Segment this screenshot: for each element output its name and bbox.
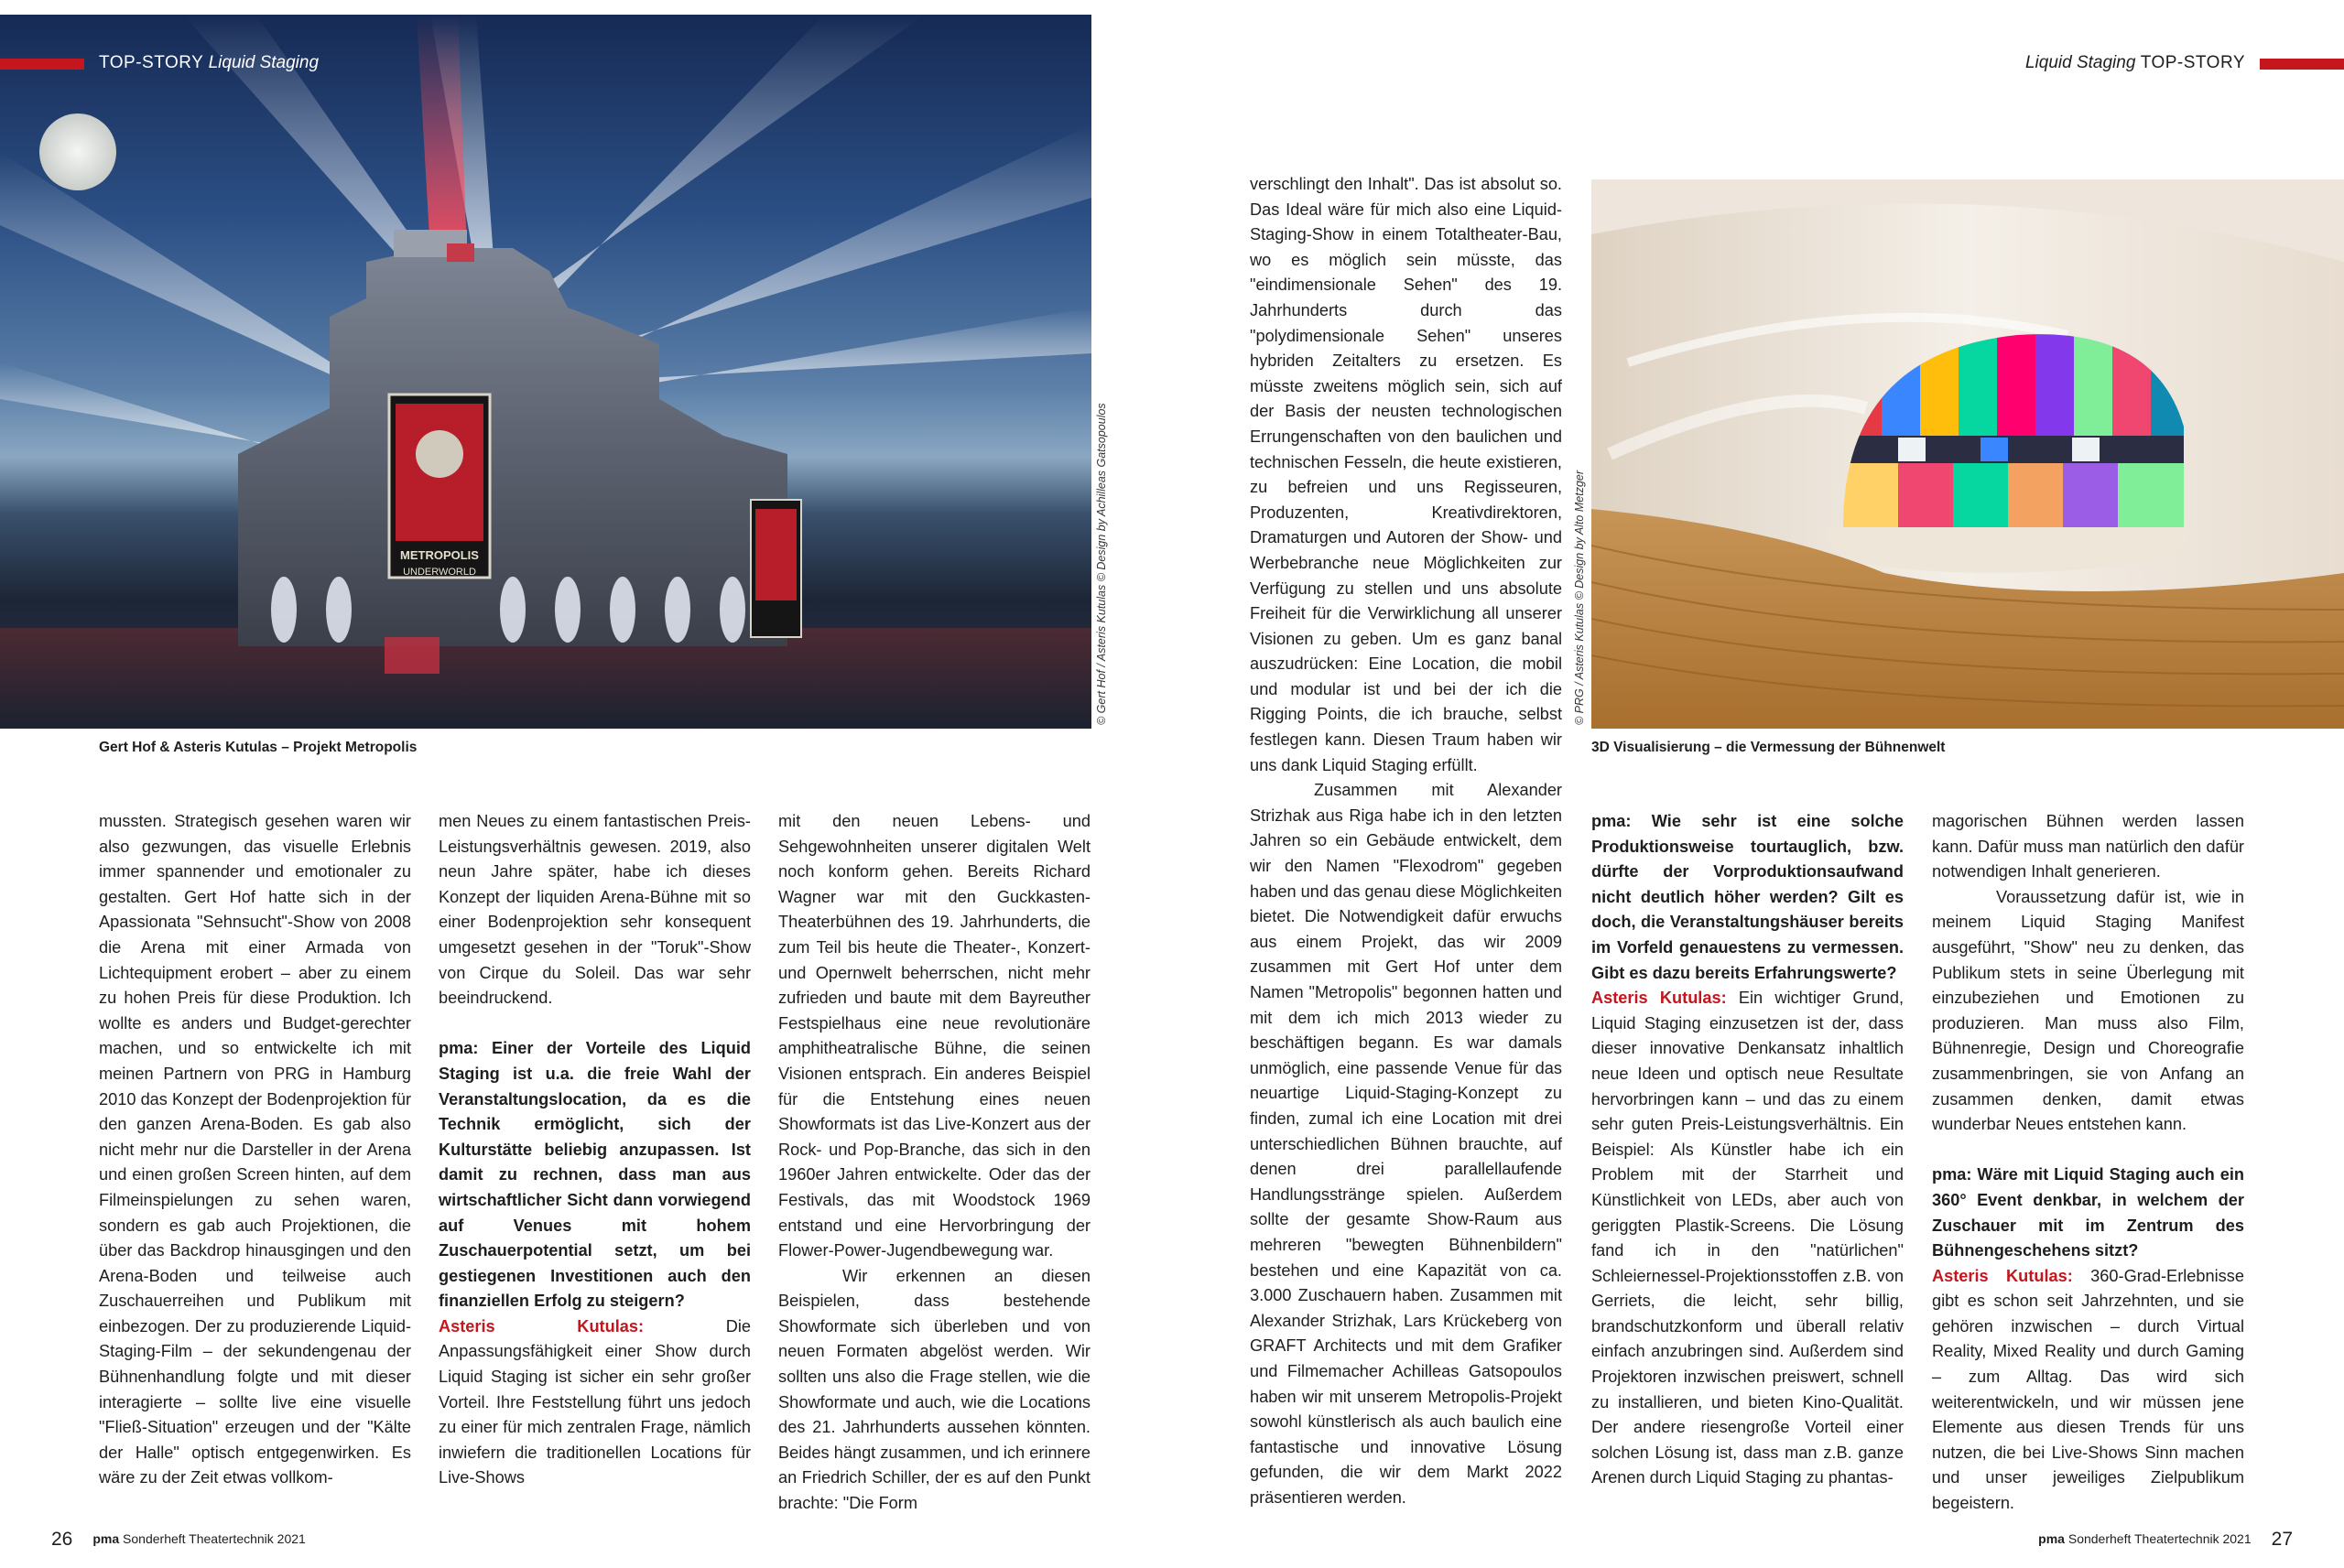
header-category: TOP-STORY — [2140, 53, 2245, 72]
interview-answer — [439, 1314, 751, 1491]
answer-text: Die Anpassungsfähigkeit einer Show durch Liquid Staging ist sicher ein sehr großer Vorteil. Ihre Feststellung führt uns jedoch zu einer für mich zentralen Frage, nämlich inwiefern die traditionellen Locations für Live-Shows — [439, 1316, 751, 1487]
footer-issue: Sonderheft Theatertechnik 2021 — [2067, 1531, 2252, 1546]
paragraph: men Neues zu einem fantastischen Preis-Leistungsverhältnis gewesen. 2019, also neun Jahre später, habe ich dieses Konzept der liquiden Arena-Bühne mit so einer Bodenprojektion sehr konsequent umgesetzt gesehen in der "Toruk"-Show von Cirque du Soleil. Das war sehr beeindruckend. — [439, 812, 751, 1008]
text-column-3 — [778, 809, 1091, 1517]
paragraph: Zusammen mit Alexander Strizhak aus Riga habe ich in den letzten Jahren so ein Gebäude entwickelt, dem wir den Namen "Flexodrom" gegeben haben und das genau diese Möglichkeiten bietet. Die Notwendigkeit dafür erwuchs aus einem Projekt, das wir 2009 zusammen mit Gert Hof unter dem Namen "Metropolis" begonnen hatten und mit dem ich mich 2013 wieder zu beschäftigen begann. Es war damals unmöglich, eine passende Venue für das neuartige Liquid-Staging-Konzept zu finden, zumal ich eine Location mit drei unterschiedlichen Bühnen brauchte, auf denen drei parallellaufende Handlungsstränge spielen. Außerdem sollte der gesamte Show-Raum aus mehreren "bewegten Bühnenbildern" bestehen und eine Kapazität von ca. 3.000 Zuschauern haben. Zusammen mit Alexander Strizhak, Lars Krückeberg von GRAFT Architects und mit dem Grafiker und Filmemacher Achilleas Gatsopoulos haben wir mit unserem Metropolis-Projekt sowohl künstlerisch als auch baulich eine fantastische und innovative Lösung gefunden, die wir dem Markt 2022 präsentieren werden. — [1250, 781, 1562, 1507]
text-column-6 — [1932, 809, 2244, 1517]
image-caption-right: 3D Visualisierung – die Vermessung der Bühnenwelt — [1591, 740, 1946, 755]
header-left — [99, 53, 319, 73]
image-caption-left: Gert Hof & Asteris Kutulas – Projekt Metropolis — [99, 740, 418, 755]
paragraph: magorischen Bühnen werden lassen kann. Dafür muss man natürlich den dafür notwendigen Inhalt generieren. — [1932, 812, 2244, 881]
visualisation-image — [1591, 179, 2344, 729]
text-column-5 — [1591, 809, 1904, 1491]
footer-right — [2038, 1529, 2293, 1551]
header-category: TOP-STORY — [99, 53, 204, 72]
metropolis-image — [0, 15, 1091, 729]
metropolis-illustration — [0, 15, 1091, 729]
answer-text: 360-Grad-Erlebnisse gibt es schon seit Jahrzehnten, und sie gehören inzwischen – durch Virtual Reality, Mixed Reality und durch Gaming – zum Alltag. Das wird sich weiterentwickeln, und wir müssen jene Elemente aus diesen Trends für uns nutzen, die bei Live-Shows Sinn machen und unser jeweiliges Zielpublikum begeistern. — [1932, 1266, 2244, 1513]
footer-brand: pma — [92, 1531, 120, 1546]
interview-question: pma: Wie sehr ist eine solche Produktionsweise tourtauglich, bzw. dürfte der Vorproduktionsaufwand nicht deutlich höher werden? Gilt es doch, die Veranstaltungshäuser bereits im Vorfeld genauestens zu vermessen. Gibt es dazu bereits Erfahrungswerte? — [1591, 812, 1904, 982]
header-topic: Liquid Staging — [208, 53, 320, 72]
paragraph: mit den neuen Lebens- und Sehgewohnheiten unserer digitalen Welt noch konform gehen. Bereits Richard Wagner war mit den Guckkasten-Theaterbühnen des 19. Jahrhunderts, die zum Teil bis heute die Theater-, Konzert- und Opernwelt beherrschen, nicht mehr zufrieden und baute mit dem Bayreuther Festspielhaus eine neue revolutionäre amphitheatralische Bühne, die seinen Visionen entsprach. Ein anderes Beispiel für die Entstehung eines neuen Showformats ist das Live-Konzert aus der Rock- und Pop-Branche, das sich in den 1960er Jahren entwickelte. Oder das der Festivals, das mit Woodstock 1969 entstand und eine Hervorbringung der Flower-Power-Jugendbewegung war. — [778, 812, 1091, 1260]
interview-answer — [1591, 986, 1904, 1491]
header-topic: Liquid Staging — [2024, 53, 2136, 72]
text-column-4 — [1250, 172, 1562, 1510]
text-column-2 — [439, 809, 751, 1491]
interview-question: pma: Wäre mit Liquid Staging auch ein 360° Event denkbar, in welchem der Zuschauer mit im Zentrum des Bühnengeschehens sitzt? — [1932, 1165, 2244, 1260]
paragraph: verschlingt den Inhalt". Das ist absolut so. Das Ideal wäre für mich also eine Liquid-Staging-Show in einem Totaltheater-Bau, wo es möglich sein müsste, das "eindimensionale Sehen" des 19. Jahrhunderts durch das "polydimensionale Sehen" unseres hybriden Zeitalters zu ersetzen. Es müsste zweitens möglich sein, sich auf der Basis der neusten technologischen Errungenschaften von den baulichen und technischen Fesseln, die heute existieren, zu befreien und uns Regisseuren, Produzenten, Kreativdirektoren, Dramaturgen und Autoren der Show- und Werbebranche neue Möglichkeiten zur Verfügung zu stellen und uns absolute Freiheit für die Verwirklichung all unserer Visionen zu geben. Um es ganz banal auszudrücken: Eine Location, die mobil und modular ist und bei der ich die Rigging Points, die ich brauche, selbst festlegen kann. Diesen Traum haben wir uns dank Liquid Staging erfüllt. — [1250, 175, 1562, 774]
paragraph: mussten. Strategisch gesehen waren wir also gezwungen, das visuelle Erlebnis immer spannender und emotionaler zu gestalten. Gert Hof hatte sich in der Apassionata "Sehnsucht"-Show von 2008 die Arena mit einer Armada von Lichtequipment erobert – aber zu einem zu hohen Preis für diese Produktion. Ich wollte es anders und Budget-gerechter machen, und so entwickelte ich mit meinen Partnern von PRG in Hamburg 2010 das Konzept der Bodenprojektion für den ganzen Arena-Boden. Es gab also nicht mehr nur die Darsteller in der Arena und einen großen Screen hinten, auf dem Filmeinspielungen zu sehen waren, sondern es gab auch Projektionen, die über das Backdrop hinausgingen und den Arena-Boden und teilweise auch Zuschauerreihen und Publikum mit einbezogen. Der zu produzierende Liquid-Staging-Film – der sekundengenau der Bühnenhandlung folgte und mit dieser interagierte – sollte live eine visuelle "Fließ-Situation" erzeugen und der "Kälte der Halle" optisch entgegenwirken. Es wäre zu der Zeit etwas vollkom- — [99, 812, 411, 1487]
poster-subtitle: UNDERWORLD — [403, 567, 476, 578]
poster-title: METROPOLIS — [400, 548, 479, 562]
interview-question: pma: Einer der Vorteile des Liquid Staging ist u.a. die freie Wahl der Veranstaltungslocation, da es die Technik ermöglicht, sich der Kulturstätte beliebig anzupassen. Ist damit zu rechnen, dass man aus wirtschaftlicher Sicht dann vorwiegend auf Venues mit hohem Zuschauerpotential setzt, um bei gestiegenen Investitionen auch den finanziellen Erfolg zu steigern? — [439, 1039, 751, 1311]
header-right — [2025, 53, 2245, 73]
footer-left — [51, 1529, 306, 1551]
speaker-name: Asteris Kutulas: — [1932, 1266, 2073, 1285]
speaker-name: Asteris Kutulas: — [1591, 989, 1727, 1008]
interview-answer — [1932, 1264, 2244, 1517]
speaker-name: Asteris Kutulas: — [439, 1316, 645, 1336]
text-column-1 — [99, 809, 411, 1491]
footer-issue: Sonderheft Theatertechnik 2021 — [123, 1531, 306, 1546]
page-number: 26 — [51, 1529, 73, 1550]
answer-text: Ein wichtiger Grund, Liquid Staging einzusetzen ist der, dass dieser innovative Denkansatz inhaltlich neue Ideen und optisch neue Resultate hervorbringen kann – und das zu einem sehr guten Preis-Leistungsverhältnis. Ein Beispiel: Als Künstler habe ich ein Problem mit der Starrheit und Künstlichkeit von LEDs, aber auch von geriggten Plastik-Screens. Die Lösung fand ich in den "natürlichen" Schleiernessel-Projektionsstoffen z.B. von Gerriets, die leicht, sehr billig, brandschutzkonform und überall relativ einfach anzubringen sind. Außerdem sind Projektoren inzwischen preiswert, schnell zu installieren, und bieten Kino-Qualität. Der andere riesengroße Vorteil einer solchen Lösung ist, dass man z.B. ganze Arenen durch Liquid Staging zu phantas- — [1591, 989, 1904, 1487]
image-credit-right: © PRG / Asteris Kutulas © Design by Alto Metzger — [1573, 470, 1586, 725]
header-accent-bar-left — [0, 59, 84, 70]
stage-visualisation — [1591, 179, 2344, 729]
header-accent-bar-right — [2260, 59, 2344, 70]
paragraph: Voraussetzung dafür ist, wie in meinem Liquid Staging Manifest ausgeführt, "Show" neu zu denken, das Publikum stets in seine Überlegung mit einzubeziehen und Emotionen zu produzieren. Man muss also Film, Bühnenregie, Design und Choreografie zusammenbringen, sie von Anfang an zusammen denken, damit etwas wunderbar Neues entstehen kann. — [1932, 887, 2244, 1134]
footer-brand: pma — [2038, 1531, 2065, 1546]
paragraph: Wir erkennen an diesen Beispielen, dass bestehende Showformate sich überleben und von neuen Formaten abgelöst werden. Wir sollten uns also die Frage stellen, wie die Showformate und auch, wie die Locations des 21. Jahrhunderts aussehen könnten. Beides hängt zusammen, und ich erinnere an Friedrich Schiller, der es auf den Punkt brachte: "Die Form — [778, 1266, 1091, 1513]
image-credit-left: © Gert Hof / Asteris Kutulas © Design by Achilleas Gatsopoulos — [1095, 403, 1108, 725]
page-number: 27 — [2271, 1529, 2293, 1550]
